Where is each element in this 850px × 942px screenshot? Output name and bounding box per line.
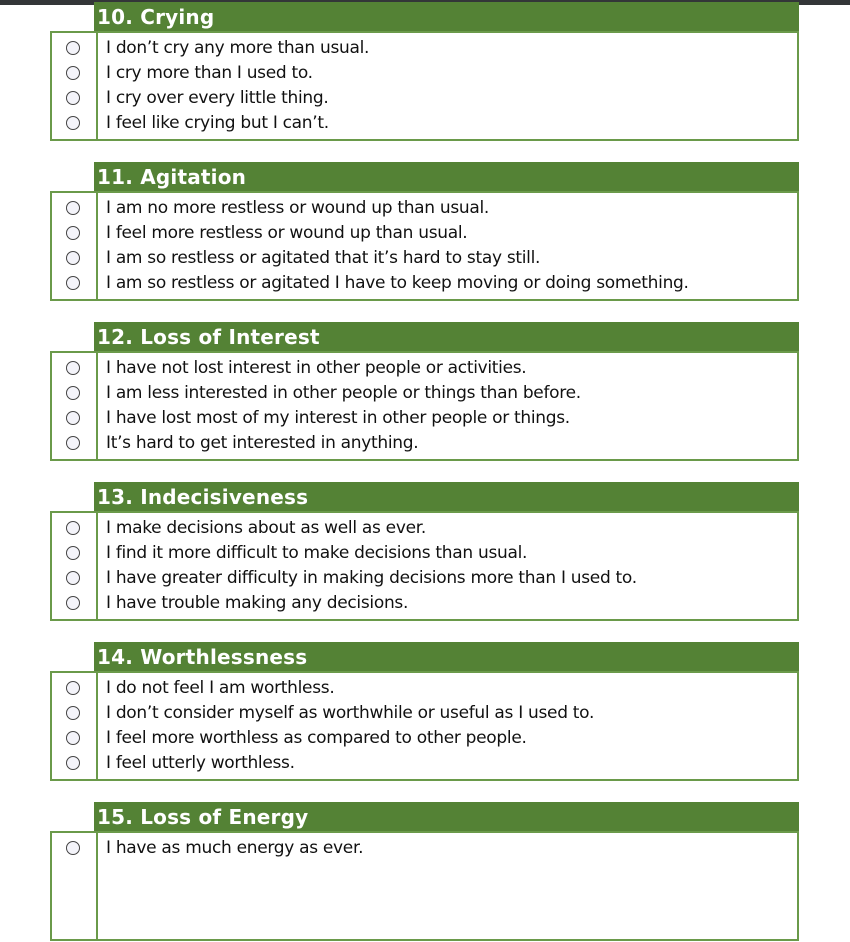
question-section bbox=[50, 482, 799, 622]
radio-button[interactable] bbox=[66, 706, 80, 720]
option-label: I feel utterly worthless. bbox=[106, 753, 295, 773]
radio-button[interactable] bbox=[66, 841, 80, 855]
option-label: I am less interested in other people or things than before. bbox=[106, 383, 581, 403]
options-box bbox=[50, 191, 799, 301]
option-row[interactable] bbox=[52, 566, 797, 591]
radio-button[interactable] bbox=[66, 756, 80, 770]
option-label: I cry more than I used to. bbox=[106, 63, 313, 83]
radio-button[interactable] bbox=[66, 91, 80, 105]
option-row[interactable] bbox=[52, 36, 797, 61]
option-row[interactable] bbox=[52, 541, 797, 566]
radio-button[interactable] bbox=[66, 116, 80, 130]
radio-button[interactable] bbox=[66, 521, 80, 535]
radio-button[interactable] bbox=[66, 41, 80, 55]
option-label: I have as much energy as ever. bbox=[106, 838, 364, 858]
option-label: I am no more restless or wound up than usual. bbox=[106, 198, 490, 218]
option-label: I have lost most of my interest in other people or things. bbox=[106, 408, 570, 428]
radio-button[interactable] bbox=[66, 731, 80, 745]
options-box bbox=[50, 351, 799, 461]
option-row[interactable] bbox=[52, 356, 797, 381]
option-label: I cry over every little thing. bbox=[106, 88, 329, 108]
option-label: I have greater difficulty in making decisions more than I used to. bbox=[106, 568, 637, 588]
option-label: I feel like crying but I can’t. bbox=[106, 113, 329, 133]
option-row[interactable] bbox=[52, 221, 797, 246]
question-title: 12. Loss of Interest bbox=[94, 322, 799, 351]
radio-button[interactable] bbox=[66, 546, 80, 560]
option-label: It’s hard to get interested in anything. bbox=[106, 433, 419, 453]
option-row[interactable] bbox=[52, 271, 797, 296]
radio-button[interactable] bbox=[66, 596, 80, 610]
option-row[interactable] bbox=[52, 381, 797, 406]
option-row[interactable] bbox=[52, 246, 797, 271]
option-label: I find it more difficult to make decisions than usual. bbox=[106, 543, 528, 563]
option-row[interactable] bbox=[52, 196, 797, 221]
option-row[interactable] bbox=[52, 591, 797, 616]
option-row[interactable] bbox=[52, 751, 797, 776]
option-label: I do not feel I am worthless. bbox=[106, 678, 335, 698]
radio-button[interactable] bbox=[66, 66, 80, 80]
options-box bbox=[50, 831, 799, 941]
radio-button[interactable] bbox=[66, 386, 80, 400]
option-row[interactable] bbox=[52, 111, 797, 136]
question-section bbox=[50, 2, 799, 142]
radio-button[interactable] bbox=[66, 226, 80, 240]
question-section bbox=[50, 322, 799, 462]
question-title: 11. Agitation bbox=[94, 162, 799, 191]
question-section bbox=[50, 802, 799, 942]
question-title: 10. Crying bbox=[94, 2, 799, 31]
option-label: I am so restless or agitated I have to keep moving or doing something. bbox=[106, 273, 689, 293]
question-title: 13. Indecisiveness bbox=[94, 482, 799, 511]
option-row[interactable] bbox=[52, 836, 797, 861]
option-row[interactable] bbox=[52, 726, 797, 751]
question-title: 14. Worthlessness bbox=[94, 642, 799, 671]
radio-button[interactable] bbox=[66, 201, 80, 215]
option-label: I don’t consider myself as worthwhile or useful as I used to. bbox=[106, 703, 595, 723]
radio-button[interactable] bbox=[66, 276, 80, 290]
options-box bbox=[50, 31, 799, 141]
option-label: I don’t cry any more than usual. bbox=[106, 38, 370, 58]
options-box bbox=[50, 671, 799, 781]
radio-button[interactable] bbox=[66, 571, 80, 585]
option-row[interactable] bbox=[52, 701, 797, 726]
question-title: 15. Loss of Energy bbox=[94, 802, 799, 831]
option-label: I make decisions about as well as ever. bbox=[106, 518, 426, 538]
radio-button[interactable] bbox=[66, 681, 80, 695]
option-row[interactable] bbox=[52, 431, 797, 456]
option-label: I have trouble making any decisions. bbox=[106, 593, 409, 613]
options-box bbox=[50, 511, 799, 621]
option-row[interactable] bbox=[52, 86, 797, 111]
option-row[interactable] bbox=[52, 676, 797, 701]
option-label: I am so restless or agitated that it’s hard to stay still. bbox=[106, 248, 541, 268]
option-row[interactable] bbox=[52, 61, 797, 86]
radio-button[interactable] bbox=[66, 411, 80, 425]
radio-button[interactable] bbox=[66, 436, 80, 450]
radio-button[interactable] bbox=[66, 361, 80, 375]
radio-button[interactable] bbox=[66, 251, 80, 265]
option-label: I have not lost interest in other people or activities. bbox=[106, 358, 527, 378]
question-section bbox=[50, 642, 799, 782]
option-row[interactable] bbox=[52, 516, 797, 541]
option-row[interactable] bbox=[52, 406, 797, 431]
option-label: I feel more worthless as compared to other people. bbox=[106, 728, 527, 748]
option-label: I feel more restless or wound up than usual. bbox=[106, 223, 468, 243]
question-section bbox=[50, 162, 799, 302]
